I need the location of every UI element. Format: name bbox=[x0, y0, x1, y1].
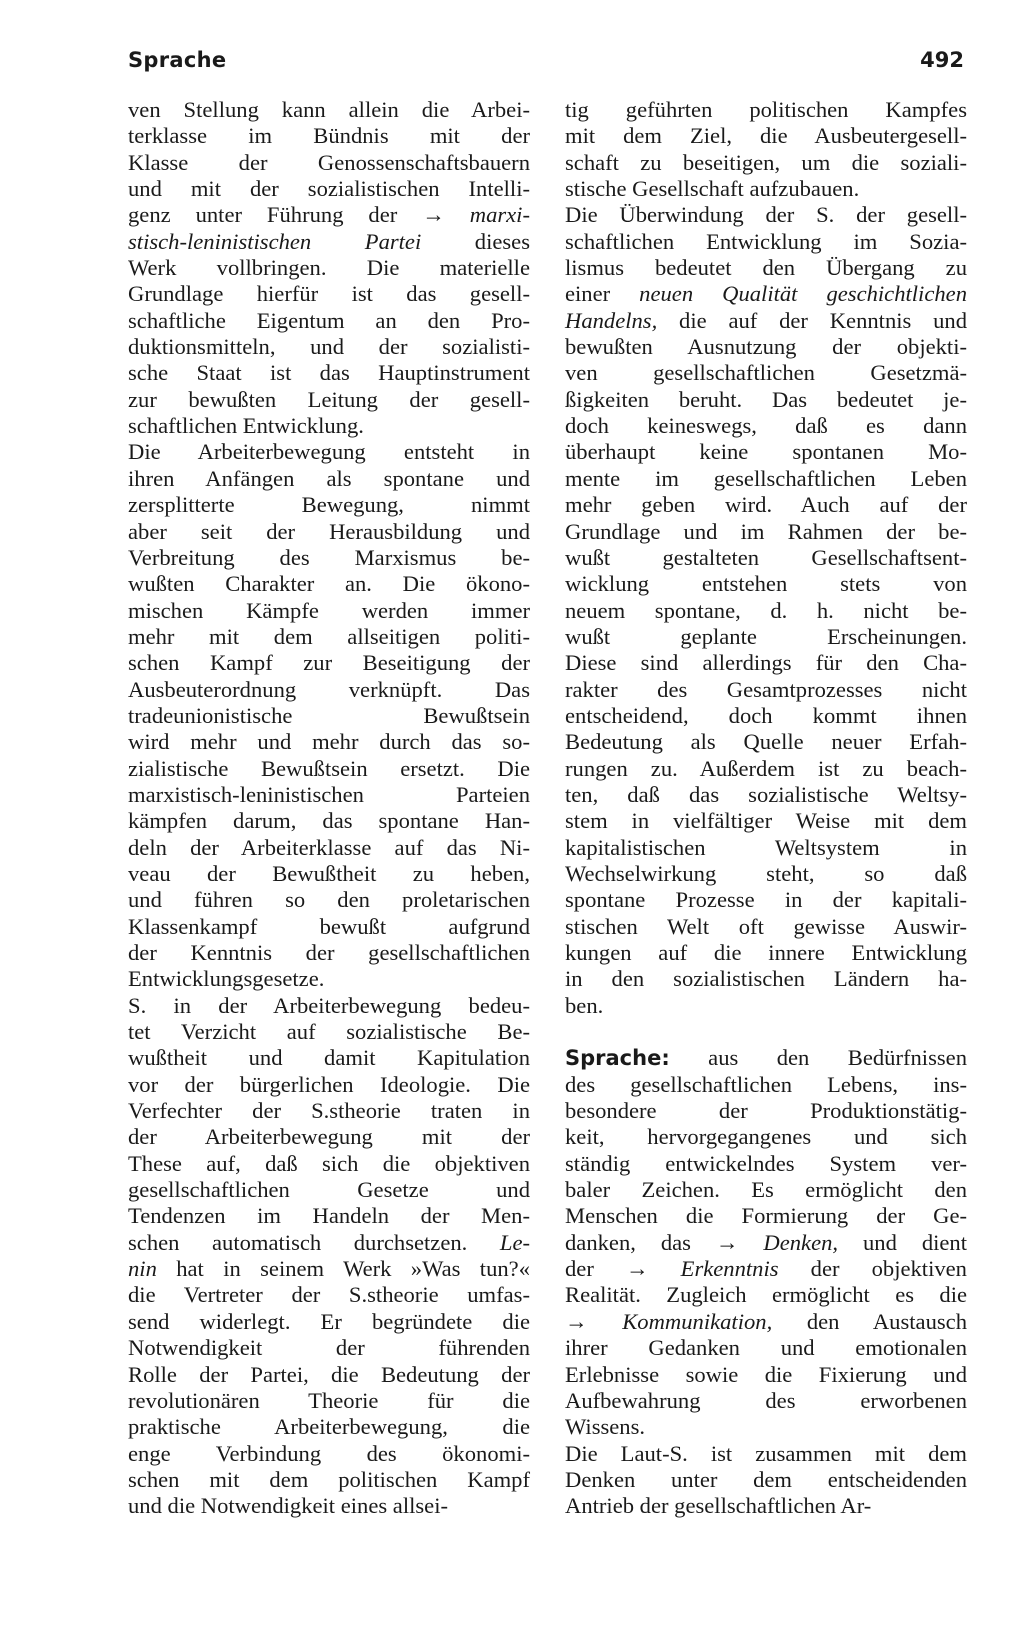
text-segment: zur bewußten Leitung der gesell- bbox=[128, 386, 530, 412]
text-segment: Antrieb der gesellschaftlichen Ar- bbox=[565, 1493, 872, 1519]
text-line bbox=[128, 808, 530, 834]
text-line bbox=[565, 1230, 967, 1256]
text-segment: These auf, daß sich die objektiven bbox=[128, 1150, 530, 1176]
text-line bbox=[128, 571, 530, 597]
text-line bbox=[565, 360, 967, 386]
text-line bbox=[565, 1072, 967, 1098]
text-line bbox=[565, 624, 967, 650]
text-line bbox=[128, 519, 530, 545]
text-line bbox=[565, 835, 967, 861]
text-line bbox=[565, 492, 967, 518]
text-line bbox=[565, 519, 967, 545]
text-segment: die Vertreter der S.stheorie umfas- bbox=[128, 1282, 530, 1308]
text-line bbox=[565, 782, 967, 808]
text-segment: duktionsmitteln, und der sozialisti- bbox=[128, 334, 530, 360]
text-segment: Entwicklungsgesetze. bbox=[128, 966, 325, 992]
text-line bbox=[565, 1493, 967, 1519]
text-segment: Rolle der Partei, die Bedeutung der bbox=[128, 1361, 530, 1387]
text-line bbox=[565, 1124, 967, 1150]
text-line bbox=[128, 545, 530, 571]
page-number: 492 bbox=[920, 48, 964, 72]
text-segment: rungen zu. Außerdem ist zu beach- bbox=[565, 755, 967, 781]
text-segment: wußt gestalteten Gesellschaftsent- bbox=[565, 544, 967, 570]
text-line bbox=[128, 1177, 530, 1203]
text-segment: Realität. Zugleich ermöglicht es die bbox=[565, 1282, 967, 1308]
text-segment: bewußten Ausnutzung der objekti- bbox=[565, 334, 967, 360]
text-segment: Grundlage hierfür ist das gesell- bbox=[128, 281, 530, 307]
text-line bbox=[565, 1045, 967, 1071]
text-segment: und mit der sozialistischen Intelli- bbox=[128, 176, 530, 202]
text-segment: Denken unter dem entscheidenden bbox=[565, 1466, 967, 1492]
text-segment: Notwendigkeit der führenden bbox=[128, 1335, 530, 1361]
text-segment: der objektiven bbox=[778, 1256, 967, 1282]
text-line bbox=[565, 1098, 967, 1124]
text-line bbox=[565, 1441, 967, 1467]
text-segment: und führen so den proletarischen bbox=[128, 887, 530, 913]
text-segment: mente im gesellschaftlichen Leben bbox=[565, 465, 967, 491]
text-line bbox=[565, 966, 967, 992]
text-segment: kämpfen darum, das spontane Han- bbox=[128, 808, 530, 834]
text-line bbox=[128, 677, 530, 703]
text-line bbox=[128, 887, 530, 913]
text-line bbox=[128, 202, 530, 228]
text-line bbox=[128, 703, 530, 729]
text-segment: des gesellschaftlichen Lebens, ins- bbox=[565, 1071, 967, 1097]
text-segment: gesellschaftlichen Gesetze und bbox=[128, 1177, 530, 1203]
text-segment: Diese sind allerdings für den Cha- bbox=[565, 650, 967, 676]
text-segment: Die Arbeiterbewegung entsteht in bbox=[128, 439, 530, 465]
text-segment: stische Gesellschaft aufzubauen. bbox=[565, 176, 860, 202]
text-line bbox=[565, 545, 967, 571]
text-line bbox=[565, 334, 967, 360]
text-line bbox=[565, 571, 967, 597]
text-segment: zersplitterte Bewegung, nimmt bbox=[128, 492, 530, 518]
text-line bbox=[128, 914, 530, 940]
text-segment: veau der Bewußtheit zu heben, bbox=[128, 860, 530, 886]
text-line bbox=[565, 255, 967, 281]
text-line bbox=[128, 360, 530, 386]
cross-reference: marxi- bbox=[469, 202, 530, 228]
left-text-column bbox=[128, 97, 530, 1520]
text-segment: genz unter Führung der → bbox=[128, 202, 470, 228]
text-line bbox=[565, 123, 967, 149]
text-segment: mehr mit dem allseitigen politi- bbox=[128, 623, 530, 649]
text-segment: ven Stellung kann allein die Arbei- bbox=[128, 97, 530, 122]
text-line bbox=[565, 729, 967, 755]
text-line bbox=[565, 1151, 967, 1177]
text-line bbox=[128, 1151, 530, 1177]
text-line bbox=[128, 176, 530, 202]
text-line bbox=[128, 1414, 530, 1440]
text-segment: schen mit dem politischen Kampf bbox=[128, 1466, 530, 1492]
cross-reference: nin bbox=[128, 1256, 157, 1282]
text-line bbox=[128, 492, 530, 518]
text-segment: der → bbox=[565, 1256, 681, 1282]
text-line bbox=[565, 176, 967, 202]
text-segment: ihren Anfängen als spontane und bbox=[128, 465, 530, 491]
cross-reference: Denken, bbox=[763, 1229, 839, 1255]
text-line bbox=[128, 1493, 530, 1519]
text-line bbox=[565, 387, 967, 413]
text-segment: Ausbeuterordnung verknüpft. Das bbox=[128, 676, 530, 702]
text-line bbox=[565, 1335, 967, 1361]
text-line bbox=[128, 1072, 530, 1098]
text-segment: S. in der Arbeiterbewegung bedeu- bbox=[128, 992, 530, 1018]
text-line bbox=[128, 413, 530, 439]
text-segment: ßigkeiten beruht. Das bedeutet je- bbox=[565, 386, 967, 412]
text-segment: revolutionären Theorie für die bbox=[128, 1387, 530, 1413]
text-segment: und die Notwendigkeit eines allsei- bbox=[128, 1493, 448, 1519]
text-segment: dieses bbox=[421, 228, 530, 254]
text-segment: der Arbeiterbewegung mit der bbox=[128, 1124, 530, 1150]
text-line bbox=[128, 729, 530, 755]
text-line bbox=[128, 466, 530, 492]
cross-reference: Le- bbox=[499, 1229, 530, 1255]
text-line bbox=[565, 1256, 967, 1282]
text-line bbox=[128, 1098, 530, 1124]
text-segment: ben. bbox=[565, 992, 604, 1018]
text-segment: vor der bürgerlichen Ideologie. Die bbox=[128, 1071, 530, 1097]
text-segment: wicklung entstehen stets von bbox=[565, 571, 967, 597]
text-line bbox=[128, 782, 530, 808]
text-line bbox=[128, 123, 530, 149]
text-line bbox=[565, 281, 967, 307]
text-line bbox=[128, 387, 530, 413]
text-segment: kungen auf die innere Entwicklung bbox=[565, 940, 967, 965]
text-segment: mischen Kämpfe werden immer bbox=[128, 597, 530, 623]
text-line bbox=[128, 940, 530, 966]
text-line bbox=[128, 1256, 530, 1282]
text-segment: baler Zeichen. Es ermöglicht den bbox=[565, 1177, 967, 1203]
text-segment: schaftlichen Entwicklung im Sozia- bbox=[565, 228, 967, 254]
text-line bbox=[565, 229, 967, 255]
text-line bbox=[128, 1362, 530, 1388]
text-segment: Werk vollbringen. Die materielle bbox=[128, 255, 530, 281]
text-line bbox=[128, 308, 530, 334]
text-line bbox=[565, 150, 967, 176]
text-line bbox=[565, 308, 967, 334]
cross-reference: Handelns, bbox=[565, 307, 658, 333]
text-line bbox=[565, 1203, 967, 1229]
text-line bbox=[565, 940, 967, 966]
text-line bbox=[128, 835, 530, 861]
text-segment: schaftlichen Entwicklung. bbox=[128, 413, 364, 439]
text-segment: überhaupt keine spontanen Mo- bbox=[565, 439, 967, 465]
text-segment: hat in seinem Werk »Was tun?« bbox=[156, 1256, 530, 1282]
text-segment: schaft zu beseitigen, um die soziali- bbox=[565, 149, 967, 175]
text-segment: zialistische Bewußtsein ersetzt. Die bbox=[128, 755, 530, 781]
text-segment: Die Überwindung der S. der gesell- bbox=[565, 202, 967, 228]
text-segment: neuem spontane, d. h. nicht be- bbox=[565, 597, 967, 623]
text-segment: in den sozialistischen Ländern ha- bbox=[565, 966, 967, 992]
text-line bbox=[565, 993, 967, 1019]
text-segment: keit, hervorgegangenes und sich bbox=[565, 1124, 967, 1150]
paragraph-gap bbox=[565, 1019, 967, 1045]
text-line bbox=[128, 1045, 530, 1071]
text-line bbox=[128, 97, 530, 123]
text-segment: wird mehr und mehr durch das so- bbox=[128, 729, 530, 755]
text-line bbox=[565, 677, 967, 703]
text-line bbox=[565, 466, 967, 492]
text-line bbox=[128, 650, 530, 676]
text-line bbox=[565, 914, 967, 940]
text-segment: Bedeutung als Quelle neuer Erfah- bbox=[565, 729, 967, 755]
text-line bbox=[128, 756, 530, 782]
text-segment: deln der Arbeiterklasse auf das Ni- bbox=[128, 834, 530, 860]
text-line bbox=[128, 1388, 530, 1414]
text-line bbox=[565, 439, 967, 465]
text-line bbox=[128, 993, 530, 1019]
text-segment: danken, das → bbox=[565, 1229, 764, 1255]
text-segment: stischen Welt oft gewisse Auswir- bbox=[565, 913, 967, 939]
text-line bbox=[128, 439, 530, 465]
text-line bbox=[565, 1177, 967, 1203]
text-segment: tet Verzicht auf sozialistische Be- bbox=[128, 1019, 530, 1045]
text-line bbox=[565, 202, 967, 228]
text-line bbox=[128, 1230, 530, 1256]
text-line bbox=[565, 598, 967, 624]
right-text-column bbox=[565, 97, 967, 1520]
text-line bbox=[565, 1414, 967, 1440]
text-line bbox=[565, 861, 967, 887]
text-segment: Menschen die Formierung der Ge- bbox=[565, 1203, 967, 1229]
text-line bbox=[128, 861, 530, 887]
text-line bbox=[128, 229, 530, 255]
text-line bbox=[128, 624, 530, 650]
text-segment: doch keineswegs, daß es dann bbox=[565, 413, 967, 439]
text-line bbox=[565, 413, 967, 439]
text-segment: und dient bbox=[838, 1229, 967, 1255]
text-segment: mehr geben wird. Auch auf der bbox=[565, 492, 967, 518]
text-segment: wußt geplante Erscheinungen. bbox=[565, 623, 967, 649]
text-line bbox=[128, 1124, 530, 1150]
text-segment: Grundlage und im Rahmen der be- bbox=[565, 518, 967, 544]
text-segment: sche Staat ist das Hauptinstrument bbox=[128, 360, 530, 386]
text-segment: ständig entwickelndes System ver- bbox=[565, 1150, 967, 1176]
text-line bbox=[128, 598, 530, 624]
cross-reference: Erkenntnis bbox=[680, 1256, 779, 1282]
text-line bbox=[128, 334, 530, 360]
text-segment: mit dem Ziel, die Ausbeutergesell- bbox=[565, 123, 967, 149]
text-segment: wußtheit und damit Kapitulation bbox=[128, 1045, 530, 1071]
text-segment: besondere der Produktionstätig- bbox=[565, 1098, 967, 1124]
entry-keyword: Sprache: bbox=[565, 1046, 670, 1071]
text-segment: lismus bedeutet den Übergang zu bbox=[565, 255, 967, 281]
text-segment: einer bbox=[565, 281, 640, 307]
text-segment: marxistisch-leninistischen Parteien bbox=[128, 781, 530, 807]
text-line bbox=[128, 1019, 530, 1045]
text-segment: Verfechter der S.stheorie traten in bbox=[128, 1098, 530, 1124]
cross-reference: Kommunikation, bbox=[622, 1308, 773, 1334]
text-segment: Verbreitung des Marxismus be- bbox=[128, 544, 530, 570]
text-segment: den Austausch bbox=[772, 1308, 967, 1334]
text-segment: praktische Arbeiterbewegung, die bbox=[128, 1414, 530, 1440]
text-segment: Erlebnisse sowie die Fixierung und bbox=[565, 1361, 967, 1387]
text-line bbox=[565, 1282, 967, 1308]
text-segment: wußten Charakter an. Die ökono- bbox=[128, 571, 530, 597]
text-line bbox=[565, 1309, 967, 1335]
text-segment: rakter des Gesamtprozesses nicht bbox=[565, 676, 967, 702]
text-segment: → bbox=[565, 1308, 623, 1334]
text-segment: ven gesellschaftlichen Gesetzmä- bbox=[565, 360, 967, 386]
text-segment: schen Kampf zur Beseitigung der bbox=[128, 650, 530, 676]
text-line bbox=[128, 1309, 530, 1335]
text-line bbox=[565, 887, 967, 913]
text-segment: schen automatisch durchsetzen. bbox=[128, 1229, 500, 1255]
text-segment: schaftliche Eigentum an den Pro- bbox=[128, 307, 530, 333]
text-line bbox=[128, 1441, 530, 1467]
text-segment: ten, daß das sozialistische Weltsy- bbox=[565, 781, 967, 807]
text-line bbox=[128, 1467, 530, 1493]
text-segment: spontane Prozesse in der kapitali- bbox=[565, 887, 967, 913]
text-line bbox=[128, 281, 530, 307]
text-line bbox=[128, 966, 530, 992]
text-segment: der Kenntnis der gesellschaftlichen bbox=[128, 940, 530, 965]
text-segment: terklasse im Bündnis mit der bbox=[128, 123, 530, 149]
text-segment: Die Laut-S. ist zusammen mit dem bbox=[565, 1440, 967, 1466]
text-segment: send widerlegt. Er begründete die bbox=[128, 1308, 530, 1334]
text-segment: Wissens. bbox=[565, 1414, 646, 1440]
text-segment: Wechselwirkung steht, so daß bbox=[565, 860, 967, 886]
text-segment: entscheidend, doch kommt ihnen bbox=[565, 702, 967, 728]
text-line bbox=[128, 1282, 530, 1308]
text-segment: kapitalistischen Weltsystem in bbox=[565, 834, 967, 860]
running-head bbox=[128, 48, 964, 82]
text-segment: tradeunionistische Bewußtsein bbox=[128, 702, 530, 728]
text-line bbox=[128, 1335, 530, 1361]
text-segment: aus den Bedürfnissen bbox=[669, 1045, 967, 1071]
text-segment: Klasse der Genossenschaftsbauern bbox=[128, 149, 530, 175]
text-segment: enge Verbindung des ökonomi- bbox=[128, 1440, 530, 1466]
text-line bbox=[565, 1362, 967, 1388]
text-segment: Klassenkampf bewußt aufgrund bbox=[128, 913, 530, 939]
text-segment: tig geführten politischen Kampfes bbox=[565, 97, 967, 122]
text-segment: Aufbewahrung des erworbenen bbox=[565, 1387, 967, 1413]
text-segment: stem in vielfältiger Weise mit dem bbox=[565, 808, 967, 834]
text-segment: Tendenzen im Handeln der Men- bbox=[128, 1203, 530, 1229]
text-line bbox=[128, 150, 530, 176]
text-line bbox=[128, 1203, 530, 1229]
text-line bbox=[565, 808, 967, 834]
text-line bbox=[565, 650, 967, 676]
text-line bbox=[565, 97, 967, 123]
text-segment: ihrer Gedanken und emotionalen bbox=[565, 1335, 967, 1361]
text-line bbox=[565, 1388, 967, 1414]
text-line bbox=[565, 756, 967, 782]
text-segment: aber seit der Herausbildung und bbox=[128, 518, 530, 544]
text-segment: die auf der Kenntnis und bbox=[657, 307, 967, 333]
running-head-keyword: Sprache bbox=[128, 48, 227, 72]
text-line bbox=[565, 703, 967, 729]
cross-reference: stisch-leninistischen Partei bbox=[128, 228, 422, 254]
text-line bbox=[565, 1467, 967, 1493]
cross-reference: neuen Qualität geschichtlichen bbox=[639, 281, 967, 307]
text-line bbox=[128, 255, 530, 281]
